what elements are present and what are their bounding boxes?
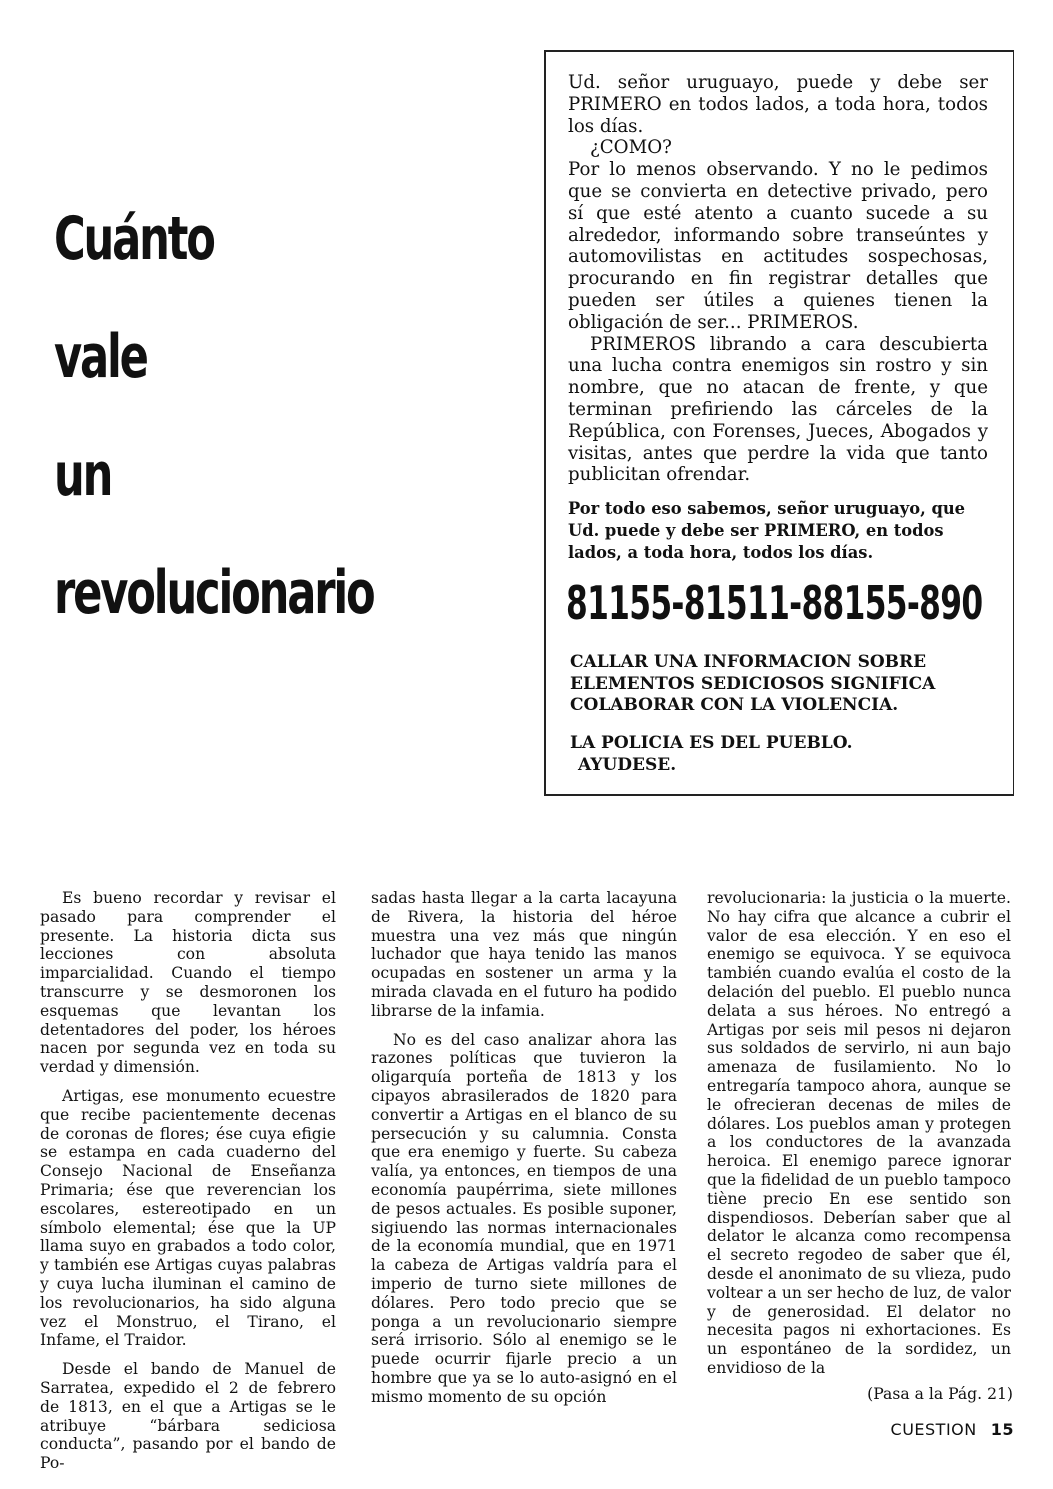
column-2-paragraph-1: sadas hasta llegar a la carta lacayuna de Rivera, la historia del héroe muestra una vez más que ningún luchador que haya tenido las manos ocupadas en sostener un arma y la mirada clavada en el futuro ha podido librarse de la infamia.	[371, 889, 677, 1020]
column-1-paragraph-2: Artigas, ese monumento ecuestre que recibe pacientemente decenas de coronas de flores; ése cuya efigie se estampa en cada cuaderno del Consejo Nacional de Enseñanza Primaria; ése que reverencian los escolares, estereotipado en un símbolo elemental; ése que la UP llama suyo en grabados a todo color, y también ese Artigas cuyas palabras y cuya lucha iluminan el camino de los revolucionarios, ha sido alguna vez el Monstruo, el Tirano, el Infame, el Traidor.	[40, 1086, 336, 1350]
article-column-2	[371, 889, 677, 1417]
column-3-paragraph-1: revolucionaria: la justicia o la muerte. No hay cifra que alcance a cubrir el valor de esa elección. Y en eso el enemigo se equivoca. Y se equivoca también cuando evalúa el costo de la delación del pueblo. El pueblo nunca delata a sus héroes. No entregó a Artigas por seis mil pesos ni dejaron sus soldados de servirlo, ni aun bajo amenaza de fusilamiento. No lo entregaría tampoco ahora, aunque se le ofrecieran decenas de miles de dólares. Los pueblos aman y protegen a los conductores de la avanzada heroica. El enemigo parece ignorar que la fidelidad de un pueblo tampoco tiène precio En ese sentido son dispendiosos. Deberían saber que al delator le alcanza como recompensa el secreto regodeo de saber que él, desde el anonimato de su vlieza, pudo voltear a un ser hecho de luz, de valor y de generosidad. El delator no necesita pagos ni exhortaciones. Es un espontáneo de la sordidez, un envidioso de la	[707, 889, 1011, 1377]
police-ad-text	[568, 72, 988, 486]
column-2-paragraph-2: No es del caso analizar ahora las razones políticas que tuvieron la oligarquía porteña de 1813 y los cipayos abrasilerados de 1820 para convertir a Artigas en el blanco de su persecución y su calumnia. Consta que era enemigo y fuerte. Su cabeza valía, ya entonces, en tiempos de una economía paupérrima, siete millones de pesos actuales. Es posible suponer, sigiuendo las normas internacionales de la economía mundial, que en 1971 la cabeza de Artigas valdría para el imperio de turno siete millones de dólares. Pero todo precio que se ponga a un revolucionario siempre será irrisorio. Sólo al enemigo se le puede ocurrir fijarle precio a un hombre que ya se lo auto-asignó en el mismo momento de su opción	[371, 1030, 677, 1406]
ad-warning: CALLAR UNA INFORMACION SOBRE ELEMENTOS SEDICIOSOS SIGNIFICA COLABORAR CON LA VIOLENCIA.	[570, 652, 936, 715]
ad-paragraph-2: ¿COMO?	[590, 137, 672, 159]
article-column-3	[707, 889, 1011, 1388]
title-line-4: revolucionario	[54, 558, 374, 628]
ad-slogan	[570, 733, 1000, 776]
title-line-1: Cuánto	[54, 204, 214, 274]
title-line-2: vale	[54, 322, 147, 392]
article-column-1	[40, 889, 336, 1483]
title-line-3: un	[54, 440, 112, 510]
ad-bold-statement: Por todo eso sabemos, señor uruguayo, que Ud. puede y debe ser PRIMERO, en todos lados, a toda hora, todos los días.	[568, 499, 966, 562]
continued-on-page: (Pasa a la Pág. 21)	[867, 1385, 1013, 1403]
slogan-line-1: LA POLICIA ES DEL PUEBLO.	[570, 733, 853, 753]
ad-paragraph-4: PRIMEROS librando a cara descubierta una lucha contra enemigos sin rostro y sin nombre, que no atacan de frente, y que terminan prefiriendo las cárceles de la República, con Forenses, Jueces, Abogados y visitas, antes que perdre la vida que tanto publicitan ofrendar.	[568, 333, 988, 486]
article-title	[54, 180, 374, 652]
ad-paragraph-1: Ud. señor uruguayo, puede y debe ser PRIMERO en todos lados, a toda hora, todos los días.	[568, 72, 988, 137]
slogan-line-2: AYUDESE.	[578, 754, 677, 775]
page-number: 15	[990, 1420, 1014, 1439]
column-1-paragraph-3: Desde el bando de Manuel de Sarratea, expedido el 2 de febrero de 1813, en el que a Artigas se le atribuye “bárbara sediciosa conducta”, pasando por el bando de Po-	[40, 1360, 336, 1473]
magazine-name: CUESTION	[890, 1420, 977, 1439]
phone-numbers: 81155-81511-88155-890	[566, 576, 983, 630]
ad-paragraph-3: Por lo menos observando. Y no le pedimos que se convierta en detective privado, pero sí que esté atento a cuanto sucede a su alrededor, informando sobre transeúntes y automovilistas en actitudes sospechosas, procurando en fin registrar detalles que pueden ser útiles a quienes tienen la obligación de ser... PRIMEROS.	[568, 159, 988, 333]
column-1-paragraph-1: Es bueno recordar y revisar el pasado para comprender el presente. La historia dicta sus lecciones con absoluta imparcialidad. Cuando el tiempo transcurre y se desmoronen los esquemas que levantan los detentadores del poder, los héroes nacen por segunda vez en toda su verdad y dimensión.	[40, 889, 336, 1077]
page-footer	[860, 1420, 1014, 1439]
